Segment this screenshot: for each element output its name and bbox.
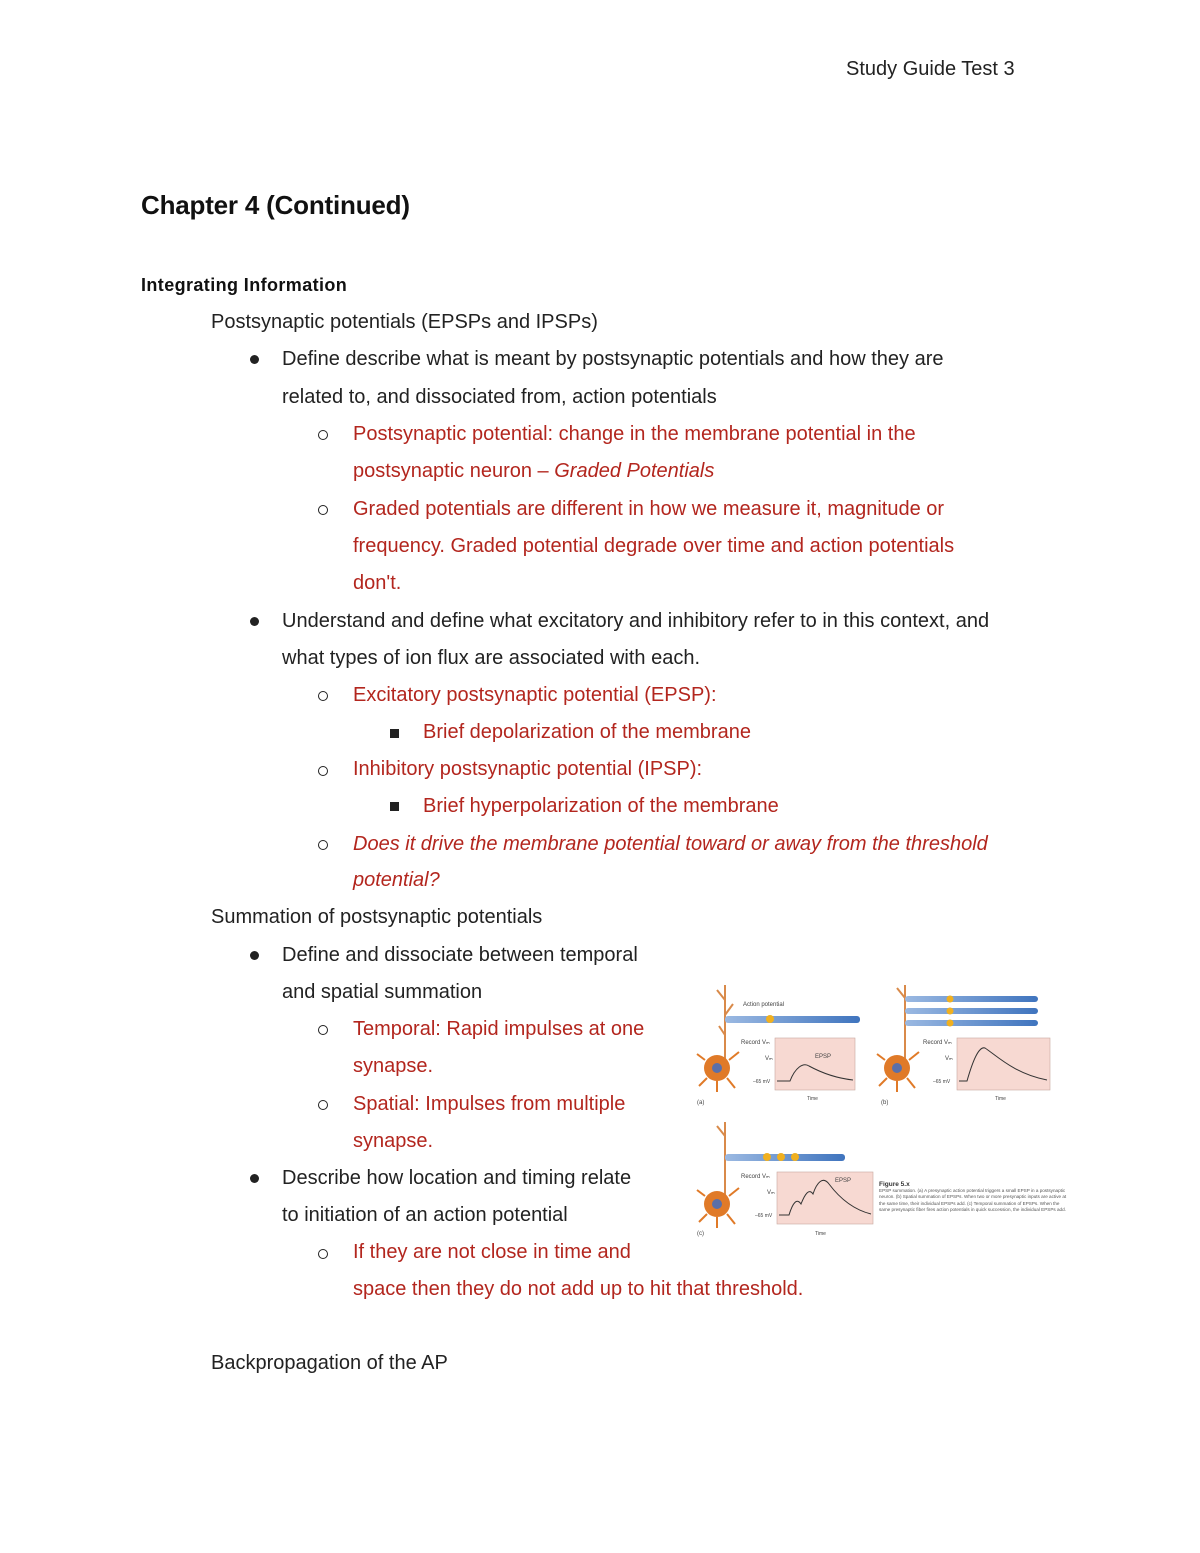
bullet-ring bbox=[318, 691, 328, 701]
bullet-ring bbox=[318, 1025, 328, 1035]
spike-marker bbox=[766, 1015, 774, 1023]
psp-b1b-line2: frequency. Graded potential degrade over time and action potentials bbox=[353, 535, 955, 557]
bullet-ring bbox=[318, 840, 328, 850]
rest-label: –65 mV bbox=[933, 1079, 951, 1085]
epsp-label: EPSP bbox=[815, 1054, 832, 1060]
record-label: Record Vₘ bbox=[923, 1040, 952, 1046]
sum-b1a-line2: synapse. bbox=[353, 1055, 434, 1077]
neuron-nucleus bbox=[892, 1063, 902, 1073]
bullet-ring bbox=[318, 766, 328, 776]
psp-b1a-line1: Postsynaptic potential: change in the membrane potential in the bbox=[353, 423, 916, 445]
record-label: Record Vₘ bbox=[741, 1040, 770, 1046]
epsp-summation-figure bbox=[695, 980, 1070, 1245]
plot-background bbox=[777, 1172, 873, 1224]
record-label: Record Vₘ bbox=[741, 1174, 770, 1180]
psp-b2-line2: what types of ion flux are associated with each. bbox=[282, 647, 701, 669]
bullet-square bbox=[390, 802, 399, 811]
chapter-title: Chapter 4 (Continued) bbox=[141, 190, 410, 220]
epsp-label: EPSP bbox=[835, 1178, 852, 1184]
psp-b2-line1: Understand and define what excitatory and inhibitory refer to in this context, and bbox=[282, 610, 990, 632]
sum-b1-line1: Define and dissociate between temporal bbox=[282, 944, 638, 966]
spike-marker bbox=[763, 1153, 771, 1161]
sum-b2-line2: to initiation of an action potential bbox=[282, 1204, 568, 1226]
rest-label: –65 mV bbox=[753, 1079, 771, 1085]
axon-label: Action potential bbox=[743, 1002, 785, 1008]
bullet-ring bbox=[318, 430, 328, 440]
presynaptic-axon bbox=[725, 1016, 860, 1023]
psp-b2b: Inhibitory postsynaptic potential (IPSP): bbox=[353, 758, 703, 780]
psp-b1-line2: related to, and dissociated from, action potentials bbox=[282, 386, 717, 408]
sum-b1b-line1: Spatial: Impulses from multiple bbox=[353, 1093, 626, 1115]
neuron-nucleus bbox=[712, 1063, 722, 1073]
spike-marker bbox=[947, 1008, 954, 1015]
sum-b1a-line1: Temporal: Rapid impulses at one bbox=[353, 1018, 645, 1040]
backprop-heading: Backpropagation of the AP bbox=[211, 1352, 448, 1374]
time-label: Time bbox=[995, 1096, 1006, 1102]
psp-b2a: Excitatory postsynaptic potential (EPSP): bbox=[353, 684, 717, 706]
psp-b2b-item: Brief hyperpolarization of the membrane bbox=[423, 795, 779, 817]
psp-b1-line1: Define describe what is meant by postsynaptic potentials and how they are bbox=[282, 348, 944, 370]
psp-b1b-line3: don't. bbox=[353, 572, 402, 594]
spike-marker bbox=[947, 1020, 954, 1027]
rest-label: –65 mV bbox=[755, 1213, 773, 1219]
section-title: Integrating Information bbox=[141, 275, 348, 295]
figure-panel-b bbox=[877, 985, 1050, 1106]
psp-b2c-line2: potential? bbox=[353, 869, 440, 891]
bullet-ring bbox=[318, 1249, 328, 1259]
figure-panel-c bbox=[697, 1122, 873, 1237]
figure-panel-a bbox=[697, 985, 860, 1106]
psp-b2a-item: Brief depolarization of the membrane bbox=[423, 721, 751, 743]
vm-label: Vₘ bbox=[945, 1056, 953, 1062]
bullet-dot bbox=[250, 355, 259, 364]
presynaptic-axon-2 bbox=[905, 1008, 1038, 1014]
figure-caption-body: EPSP summation. (a) A presynaptic action potential triggers a small EPSP in a postsynaptic neuron. (b) Spatial summation of EPSPs. When two or more presynaptic inputs are active at the same time, their individual EPSPs add. (c) Temporal summation of EPSPs. When the same presynaptic fiber fires action potentials in quick succession, the individual EPSPs add. bbox=[879, 1188, 1067, 1212]
plot-background bbox=[957, 1038, 1050, 1090]
figure-caption-title: Figure 5.x bbox=[879, 1181, 910, 1188]
presynaptic-axon-1 bbox=[905, 996, 1038, 1002]
psp-b1b-line1: Graded potentials are different in how we measure it, magnitude or bbox=[353, 498, 945, 520]
sum-b2a-line2: space then they do not add up to hit that threshold. bbox=[353, 1278, 804, 1300]
psp-b1a-italic: Graded Potentials bbox=[554, 460, 715, 482]
panel-a-label: (a) bbox=[697, 1100, 705, 1106]
bullet-ring bbox=[318, 505, 328, 515]
spike-marker bbox=[947, 996, 954, 1003]
figure-caption bbox=[879, 1188, 1067, 1240]
spike-marker bbox=[791, 1153, 799, 1161]
presynaptic-axon-3 bbox=[905, 1020, 1038, 1026]
sum-b1b-line2: synapse. bbox=[353, 1130, 434, 1152]
vm-label: Vₘ bbox=[765, 1056, 773, 1062]
plot-background bbox=[775, 1038, 855, 1090]
psp-heading: Postsynaptic potentials (EPSPs and IPSPs) bbox=[211, 311, 598, 333]
time-label: Time bbox=[815, 1231, 826, 1237]
sum-b2a-line1: If they are not close in time and bbox=[353, 1241, 631, 1263]
psp-b1a-plain: postsynaptic neuron – bbox=[353, 460, 555, 482]
bullet-dot bbox=[250, 1174, 259, 1183]
panel-b-label: (b) bbox=[881, 1100, 889, 1106]
panel-c-label: (c) bbox=[697, 1231, 704, 1237]
bullet-dot bbox=[250, 617, 259, 626]
spike-marker bbox=[777, 1153, 785, 1161]
vm-label: Vₘ bbox=[767, 1190, 775, 1196]
time-label: Time bbox=[807, 1096, 818, 1102]
bullet-dot bbox=[250, 951, 259, 960]
summation-heading: Summation of postsynaptic potentials bbox=[211, 906, 543, 928]
psp-b1a-line2 bbox=[353, 453, 714, 490]
sum-b1-line2: and spatial summation bbox=[282, 981, 483, 1003]
bullet-square bbox=[390, 729, 399, 738]
page-header: Study Guide Test 3 bbox=[846, 58, 1015, 80]
psp-b2c-line1: Does it drive the membrane potential toward or away from the threshold bbox=[353, 833, 988, 855]
bullet-ring bbox=[318, 1100, 328, 1110]
sum-b2-line1: Describe how location and timing relate bbox=[282, 1167, 632, 1189]
presynaptic-axon bbox=[725, 1154, 845, 1161]
neuron-nucleus bbox=[712, 1199, 722, 1209]
